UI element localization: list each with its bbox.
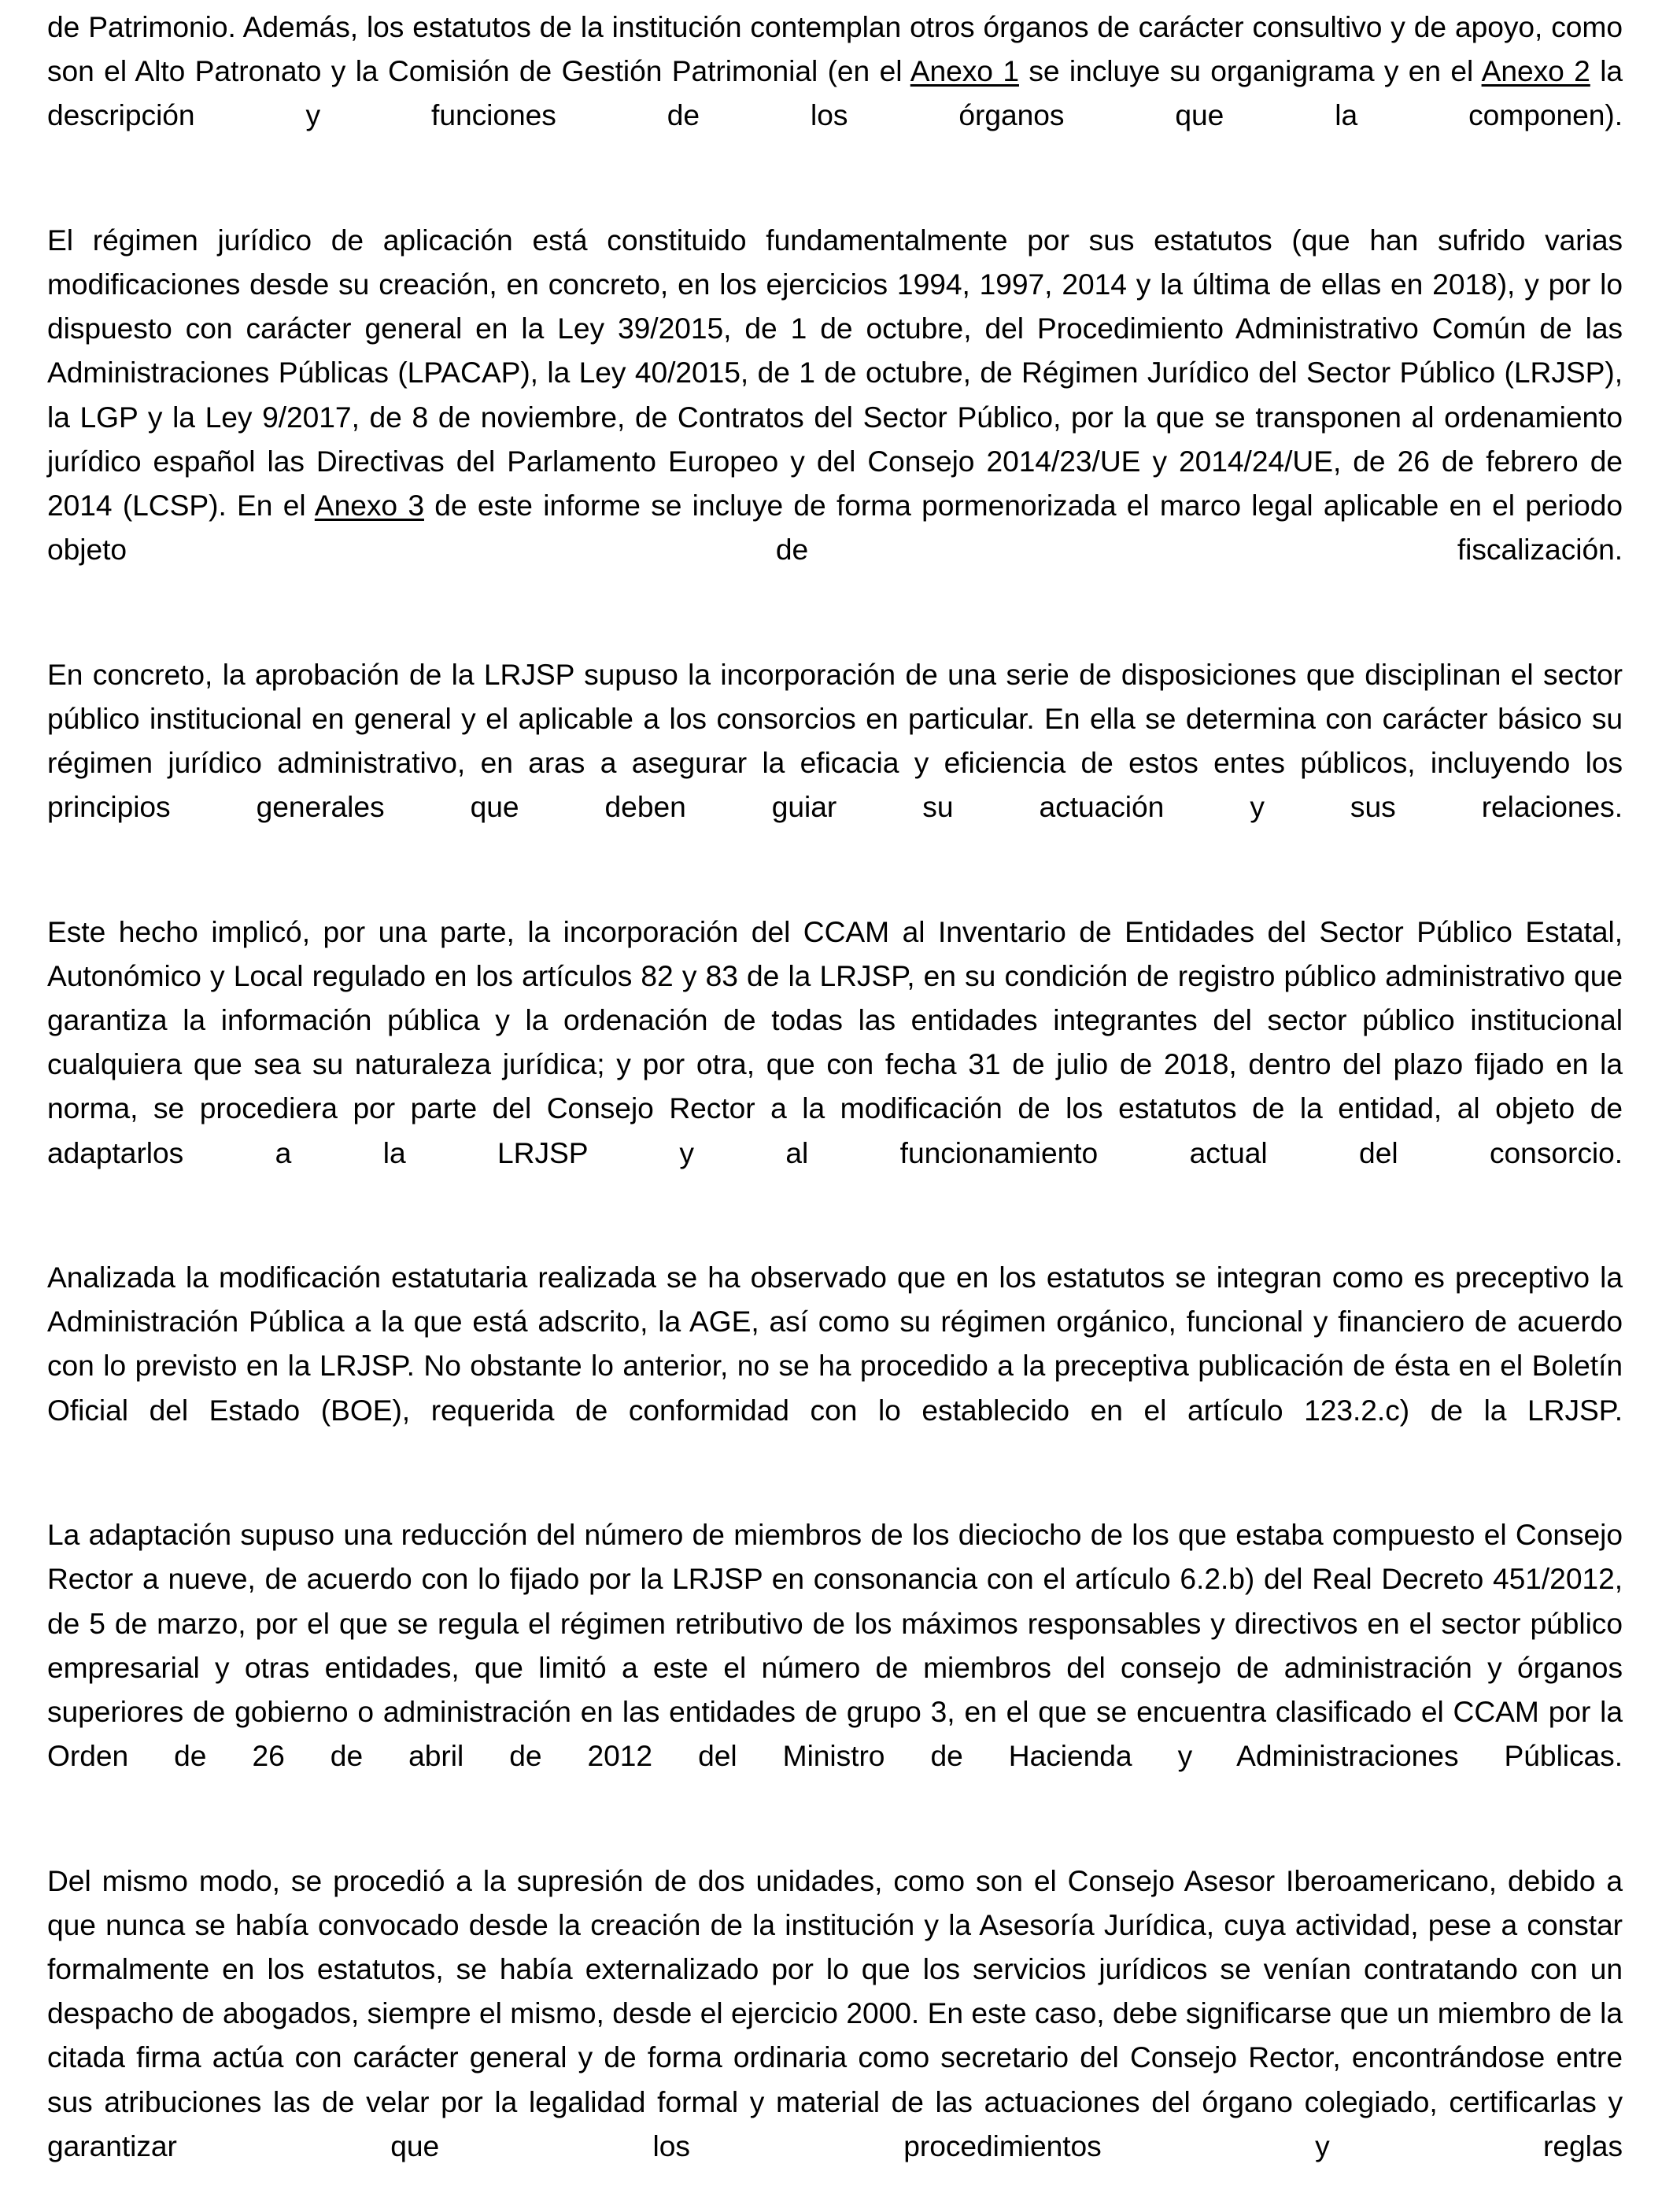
paragraph [47, 1859, 1623, 2212]
paragraph-text: Del mismo modo, se procedió a la supresión de dos unidades, como son el Consejo Asesor Iberoamericano, debido a que nunca se había convocado desde la creación de la institución y la Asesoría Jurídica, cuya actividad, pese a constar formalmente en los estatutos, se había externalizado por lo que los servicios jurídicos se venían contratando con un despacho de abogados, siempre el mismo, desde el ejercicio 2000. En este caso, debe significarse que un miembro de la citada firma actúa con carácter general y de forma ordinaria como secretario del Consejo Rector, encontrándose entre sus atribuciones las de velar por la legalidad formal y material de las actuaciones del órgano colegiado, certificarlas y garantizar que los procedimientos y reglas [47, 1863, 1623, 2162]
paragraph [47, 652, 1623, 873]
paragraph-text: Analizada la modificación estatutaria realizada se ha observado que en los estatutos se integran como es preceptivo la Administración Pública a la que está adscrito, la AGE, así como su régimen orgánico, funcional y financiero de acuerdo con lo previsto en la LRJSP. No obstante lo anterior, no se ha procedido a la preceptiva publicación de ésta en el Boletín Oficial del Estado (BOE), requerida de conformidad con lo establecido en el artículo 123.2.c) de la LRJSP. [47, 1261, 1623, 1427]
paragraph-text: Este hecho implicó, por una parte, la incorporación del CCAM al Inventario de Entidades del Sector Público Estatal, Autonómico y Local regulado en los artículos 82 y 83 de la LRJSP, en su condición de registro público administrativo que garantiza la información pública y la ordenación de todas las entidades integrantes del sector público institucional cualquiera que sea su naturaleza jurídica; y por otra, que con fecha 31 de julio de 2018, dentro del plazo fijado en la norma, se procediera por parte del Consejo Rector a la modificación de los estatutos de la entidad, al objeto de adaptarlos a la LRJSP y al funcionamiento actual del consorcio. [47, 914, 1623, 1169]
paragraph-text: la descripción y funciones de los órganos que la componen). [47, 54, 1623, 132]
paragraph-text: En concreto, la aprobación de la LRJSP supuso la incorporación de una serie de disposiciones que disciplinan el sector público institucional en general y el aplicable a los consorcios en particular. En ella se determina con carácter básico su régimen jurídico administrativo, en aras a asegurar la eficacia y eficiencia de estos entes públicos, incluyendo los principios generales que deben guiar su actuación y sus relaciones. [47, 657, 1623, 824]
annex-reference: Anexo 2 [1481, 54, 1590, 88]
paragraph [47, 1512, 1623, 1822]
paragraph [47, 910, 1623, 1219]
paragraph-text: se incluye su organigrama y en el [1018, 54, 1482, 88]
paragraph-text: de Patrimonio. Además, los estatutos de la institución contemplan otros órganos de carácter consultivo y de apoyo, como son el Alto Patronato y la Comisión de Gestión Patrimonial (en el [47, 10, 1623, 88]
annex-reference: Anexo 1 [910, 54, 1019, 88]
paragraph-text: de este informe se incluye de forma pormenorizada el marco legal aplicable en el periodo objeto de fiscalización. [47, 489, 1623, 567]
document-body [47, 0, 1623, 2212]
paragraph [47, 1255, 1623, 1476]
paragraph-text: El régimen jurídico de aplicación está constituido fundamentalmente por sus estatutos (que han sufrido varias modificaciones desde su creación, en concreto, en los ejercicios 1994, 1997, 2014 y la última de ellas en 2018), y por lo dispuesto con carácter general en la Ley 39/2015, de 1 de octubre, del Procedimiento Administrativo Común de las Administraciones Públicas (LPACAP), la Ley 40/2015, de 1 de octubre, de Régimen Jurídico del Sector Público (LRJSP), la LGP y la Ley 9/2017, de 8 de noviembre, de Contratos del Sector Público, por la que se transponen al ordenamiento jurídico español las Directivas del Parlamento Europeo y del Consejo 2014/23/UE y 2014/24/UE, de 26 de febrero de 2014 (LCSP). En el [47, 223, 1623, 523]
paragraph [47, 218, 1623, 616]
paragraph [47, 5, 1623, 182]
paragraph-text: La adaptación supuso una reducción del número de miembros de los dieciocho de los que estaba compuesto el Consejo Rector a nueve, de acuerdo con lo fijado por la LRJSP en consonancia con el artículo 6.2.b) del Real Decreto 451/2012, de 5 de marzo, por el que se regula el régimen retributivo de los máximos responsables y directivos en el sector público empresarial y otras entidades, que limitó a este el número de miembros del consejo de administración y órganos superiores de gobierno o administración en las entidades de grupo 3, en el que se encuentra clasificado el CCAM por la Orden de 26 de abril de 2012 del Ministro de Hacienda y Administraciones Públicas. [47, 1518, 1623, 1773]
annex-reference: Anexo 3 [314, 489, 424, 523]
